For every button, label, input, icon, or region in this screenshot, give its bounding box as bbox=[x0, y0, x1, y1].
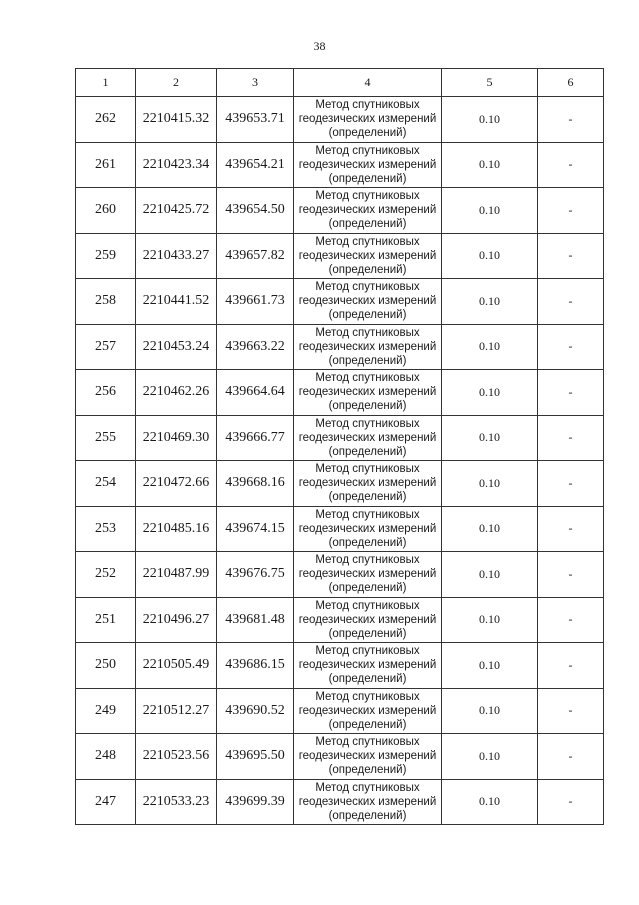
x-coordinate-cell: 2210496.27 bbox=[136, 597, 217, 643]
accuracy-cell: 0.10 bbox=[442, 734, 538, 780]
table-row bbox=[76, 597, 604, 643]
method-line: (определений) bbox=[328, 627, 407, 640]
method-line: (определений) bbox=[328, 309, 407, 322]
x-coordinate-cell: 2210485.16 bbox=[136, 506, 217, 552]
point-number-cell: 250 bbox=[76, 643, 136, 689]
method-line: геодезических измерений bbox=[298, 158, 437, 171]
method-line: Метод спутниковых bbox=[315, 508, 420, 521]
table-row bbox=[76, 279, 604, 325]
note-cell: - bbox=[538, 188, 604, 234]
y-coordinate-cell: 439699.39 bbox=[217, 779, 294, 825]
x-coordinate-cell: 2210512.27 bbox=[136, 688, 217, 734]
method-line: геодезических измерений bbox=[298, 704, 437, 717]
y-coordinate-cell: 439668.16 bbox=[217, 461, 294, 507]
method-line: геодезических измерений bbox=[298, 386, 437, 399]
table-row bbox=[76, 188, 604, 234]
point-number-cell: 247 bbox=[76, 779, 136, 825]
method-line: (определений) bbox=[328, 400, 407, 413]
header-cell: 4 bbox=[294, 69, 442, 97]
table-row bbox=[76, 643, 604, 689]
method-line: (определений) bbox=[328, 172, 407, 185]
method-cell bbox=[294, 734, 442, 780]
method-line: Метод спутниковых bbox=[315, 372, 420, 385]
note-cell: - bbox=[538, 461, 604, 507]
header-cell: 3 bbox=[217, 69, 294, 97]
method-line: геодезических измерений bbox=[298, 113, 437, 126]
method-cell bbox=[294, 461, 442, 507]
method-cell bbox=[294, 643, 442, 689]
method-line: Метод спутниковых bbox=[315, 690, 420, 703]
table-row bbox=[76, 370, 604, 416]
point-number-cell: 253 bbox=[76, 506, 136, 552]
point-number-cell: 259 bbox=[76, 233, 136, 279]
x-coordinate-cell: 2210425.72 bbox=[136, 188, 217, 234]
method-line: Метод спутниковых bbox=[315, 781, 420, 794]
y-coordinate-cell: 439661.73 bbox=[217, 279, 294, 325]
x-coordinate-cell: 2210423.34 bbox=[136, 142, 217, 188]
method-line: Метод спутниковых bbox=[315, 417, 420, 430]
x-coordinate-cell: 2210487.99 bbox=[136, 552, 217, 598]
y-coordinate-cell: 439663.22 bbox=[217, 324, 294, 370]
point-number-cell: 262 bbox=[76, 97, 136, 143]
accuracy-cell: 0.10 bbox=[442, 552, 538, 598]
method-cell bbox=[294, 188, 442, 234]
method-line: Метод спутниковых bbox=[315, 235, 420, 248]
method-line: (определений) bbox=[328, 263, 407, 276]
x-coordinate-cell: 2210505.49 bbox=[136, 643, 217, 689]
point-number-cell: 248 bbox=[76, 734, 136, 780]
method-cell bbox=[294, 688, 442, 734]
method-line: (определений) bbox=[328, 673, 407, 686]
method-line: (определений) bbox=[328, 536, 407, 549]
method-line: Метод спутниковых bbox=[315, 645, 420, 658]
note-cell: - bbox=[538, 643, 604, 689]
method-line: геодезических измерений bbox=[298, 340, 437, 353]
x-coordinate-cell: 2210433.27 bbox=[136, 233, 217, 279]
x-coordinate-cell: 2210469.30 bbox=[136, 415, 217, 461]
note-cell: - bbox=[538, 688, 604, 734]
method-line: (определений) bbox=[328, 445, 407, 458]
method-line: геодезических измерений bbox=[298, 795, 437, 808]
method-line: Метод спутниковых bbox=[315, 281, 420, 294]
point-number-cell: 261 bbox=[76, 142, 136, 188]
accuracy-cell: 0.10 bbox=[442, 324, 538, 370]
method-line: Метод спутниковых bbox=[315, 144, 420, 157]
note-cell: - bbox=[538, 279, 604, 325]
accuracy-cell: 0.10 bbox=[442, 779, 538, 825]
y-coordinate-cell: 439681.48 bbox=[217, 597, 294, 643]
x-coordinate-cell: 2210441.52 bbox=[136, 279, 217, 325]
method-line: геодезических измерений bbox=[298, 295, 437, 308]
method-line: геодезических измерений bbox=[298, 431, 437, 444]
y-coordinate-cell: 439657.82 bbox=[217, 233, 294, 279]
method-cell bbox=[294, 142, 442, 188]
method-line: Метод спутниковых bbox=[315, 326, 420, 339]
header-cell: 5 bbox=[442, 69, 538, 97]
x-coordinate-cell: 2210472.66 bbox=[136, 461, 217, 507]
table-row bbox=[76, 552, 604, 598]
table-row bbox=[76, 97, 604, 143]
point-number-cell: 249 bbox=[76, 688, 136, 734]
table-body bbox=[76, 97, 604, 825]
y-coordinate-cell: 439654.21 bbox=[217, 142, 294, 188]
header-cell: 1 bbox=[76, 69, 136, 97]
point-number-cell: 254 bbox=[76, 461, 136, 507]
method-line: (определений) bbox=[328, 218, 407, 231]
table-row bbox=[76, 461, 604, 507]
method-cell bbox=[294, 779, 442, 825]
note-cell: - bbox=[538, 142, 604, 188]
x-coordinate-cell: 2210523.56 bbox=[136, 734, 217, 780]
method-cell bbox=[294, 370, 442, 416]
accuracy-cell: 0.10 bbox=[442, 597, 538, 643]
x-coordinate-cell: 2210415.32 bbox=[136, 97, 217, 143]
page-number: 38 bbox=[313, 39, 326, 53]
method-cell bbox=[294, 233, 442, 279]
header-cell: 6 bbox=[538, 69, 604, 97]
accuracy-cell: 0.10 bbox=[442, 415, 538, 461]
method-line: геодезических измерений bbox=[298, 249, 437, 262]
method-line: (определений) bbox=[328, 127, 407, 140]
point-number-cell: 260 bbox=[76, 188, 136, 234]
method-line: (определений) bbox=[328, 718, 407, 731]
accuracy-cell: 0.10 bbox=[442, 461, 538, 507]
point-number-cell: 255 bbox=[76, 415, 136, 461]
method-cell bbox=[294, 597, 442, 643]
method-line: (определений) bbox=[328, 491, 407, 504]
note-cell: - bbox=[538, 233, 604, 279]
method-line: геодезических измерений bbox=[298, 613, 437, 626]
note-cell: - bbox=[538, 97, 604, 143]
x-coordinate-cell: 2210462.26 bbox=[136, 370, 217, 416]
accuracy-cell: 0.10 bbox=[442, 97, 538, 143]
y-coordinate-cell: 439690.52 bbox=[217, 688, 294, 734]
table-row bbox=[76, 324, 604, 370]
accuracy-cell: 0.10 bbox=[442, 370, 538, 416]
x-coordinate-cell: 2210453.24 bbox=[136, 324, 217, 370]
x-coordinate-cell: 2210533.23 bbox=[136, 779, 217, 825]
method-cell bbox=[294, 97, 442, 143]
method-line: (определений) bbox=[328, 809, 407, 822]
method-line: геодезических измерений bbox=[298, 659, 437, 672]
method-line: Метод спутниковых bbox=[315, 554, 420, 567]
method-line: (определений) bbox=[328, 354, 407, 367]
method-line: геодезических измерений bbox=[298, 568, 437, 581]
y-coordinate-cell: 439676.75 bbox=[217, 552, 294, 598]
method-line: Метод спутниковых bbox=[315, 599, 420, 612]
method-cell bbox=[294, 279, 442, 325]
y-coordinate-cell: 439666.77 bbox=[217, 415, 294, 461]
method-line: Метод спутниковых bbox=[315, 736, 420, 749]
y-coordinate-cell: 439686.15 bbox=[217, 643, 294, 689]
method-line: Метод спутниковых bbox=[315, 190, 420, 203]
table-header-row bbox=[76, 69, 604, 97]
point-number-cell: 251 bbox=[76, 597, 136, 643]
point-number-cell: 257 bbox=[76, 324, 136, 370]
method-cell bbox=[294, 506, 442, 552]
accuracy-cell: 0.10 bbox=[442, 506, 538, 552]
method-cell bbox=[294, 552, 442, 598]
note-cell: - bbox=[538, 324, 604, 370]
accuracy-cell: 0.10 bbox=[442, 233, 538, 279]
note-cell: - bbox=[538, 734, 604, 780]
table-row bbox=[76, 506, 604, 552]
y-coordinate-cell: 439653.71 bbox=[217, 97, 294, 143]
method-line: геодезических измерений bbox=[298, 750, 437, 763]
note-cell: - bbox=[538, 597, 604, 643]
note-cell: - bbox=[538, 779, 604, 825]
note-cell: - bbox=[538, 552, 604, 598]
method-line: Метод спутниковых bbox=[315, 99, 420, 112]
y-coordinate-cell: 439695.50 bbox=[217, 734, 294, 780]
method-line: Метод спутниковых bbox=[315, 463, 420, 476]
accuracy-cell: 0.10 bbox=[442, 643, 538, 689]
note-cell: - bbox=[538, 370, 604, 416]
table-row bbox=[76, 233, 604, 279]
note-cell: - bbox=[538, 415, 604, 461]
table-row bbox=[76, 734, 604, 780]
method-line: геодезических измерений bbox=[298, 477, 437, 490]
table-row bbox=[76, 779, 604, 825]
accuracy-cell: 0.10 bbox=[442, 188, 538, 234]
coordinates-table bbox=[75, 68, 604, 825]
y-coordinate-cell: 439664.64 bbox=[217, 370, 294, 416]
method-line: геодезических измерений bbox=[298, 522, 437, 535]
y-coordinate-cell: 439654.50 bbox=[217, 188, 294, 234]
accuracy-cell: 0.10 bbox=[442, 688, 538, 734]
accuracy-cell: 0.10 bbox=[442, 279, 538, 325]
method-line: (определений) bbox=[328, 582, 407, 595]
method-line: геодезических измерений bbox=[298, 204, 437, 217]
table-row bbox=[76, 142, 604, 188]
method-cell bbox=[294, 415, 442, 461]
table-row bbox=[76, 688, 604, 734]
method-line: (определений) bbox=[328, 764, 407, 777]
point-number-cell: 252 bbox=[76, 552, 136, 598]
accuracy-cell: 0.10 bbox=[442, 142, 538, 188]
header-cell: 2 bbox=[136, 69, 217, 97]
point-number-cell: 256 bbox=[76, 370, 136, 416]
note-cell: - bbox=[538, 506, 604, 552]
y-coordinate-cell: 439674.15 bbox=[217, 506, 294, 552]
point-number-cell: 258 bbox=[76, 279, 136, 325]
method-cell bbox=[294, 324, 442, 370]
table-row bbox=[76, 415, 604, 461]
